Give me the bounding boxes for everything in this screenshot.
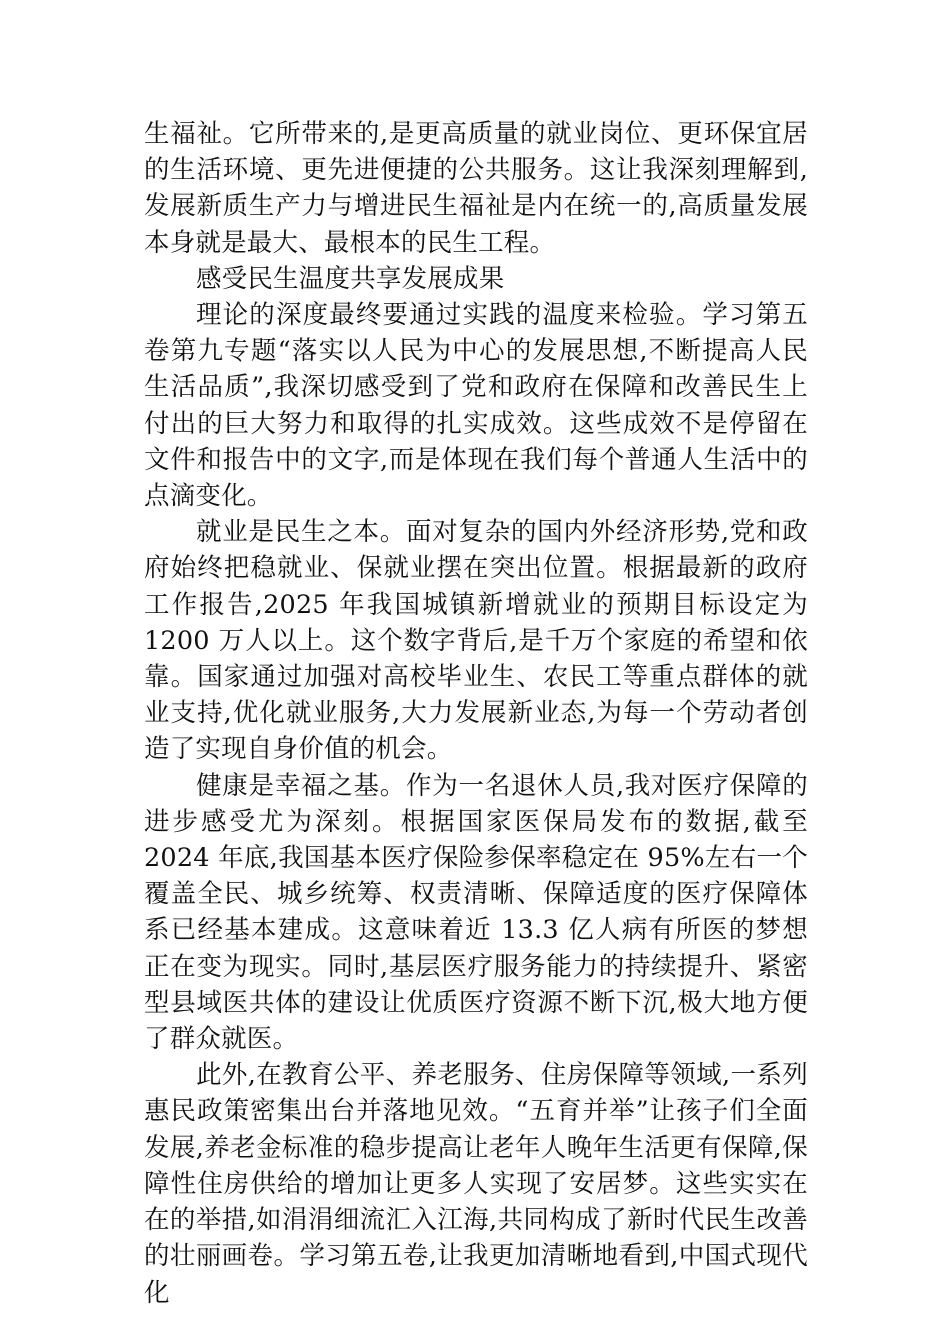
section-heading: 感受民生温度共享发展成果 [196, 263, 505, 294]
paragraph-employment: 就业是民生之本。面对复杂的国内外经济形势,党和政府始终把稳就业、保就业摆在突出位置。根据最新的政府工作报告,2025 年我国城镇新增就业的预期目标设定为 1200 万人以上。这个数字背后,是千万个家庭的希望和依靠。国家通过加强对高校毕业生、农民工等重点群体的就业支持,优化就业服务,大力发展新业态,为每一个劳动者创造了实现自身价值的机会。 [144, 517, 808, 765]
paragraph-health: 健康是幸福之基。作为一名退休人员,我对医疗保障的进步感受尤为深刻。根据国家医保局发布的数据,截至 2024 年底,我国基本医疗保险参保率稳定在 95%左右一个覆盖全民、城乡统筹、权责清晰、保障适度的医疗保障体系已经基本建成。这意味着近 13.3 亿人病有所医的梦想正在变为现实。同时,基层医疗服务能力的持续提升、紧密型县域医共体的建设让优质医疗资源不断下沉,极大地方便了群众就医。 [144, 770, 808, 1055]
paragraph-livelihood-policies: 此外,在教育公平、养老服务、住房保障等领域,一系列惠民政策密集出台并落地见效。“五育并举”让孩子们全面发展,养老金标准的稳步提高让老年人晚年生活更有保障,保障性住房供给的增加让更多人实现了安居梦。这些实实在在的举措,如涓涓细流汇入江海,共同构成了新时代民生改善的壮丽画卷。学习第五卷,让我更加清晰地看到,中国式现代化 [144, 1060, 808, 1308]
paragraph-theory-practice: 理论的深度最终要通过实践的温度来检验。学习第五卷第九专题“落实以人民为中心的发展思想,不断提高人民生活品质”,我深切感受到了党和政府在保障和改善民生上付出的巨大努力和取得的扎实成效。这些成效不是停留在文件和报告中的文字,而是体现在我们每个普通人生活中的点滴变化。 [144, 300, 808, 512]
document-body [144, 116, 808, 1311]
paragraph-continuation: 生福祉。它所带来的,是更高质量的就业岗位、更环保宜居的生活环境、更先进便捷的公共服务。这让我深刻理解到,发展新质生产力与增进民生福祉是内在统一的,高质量发展本身就是最大、最根本的民生工程。 [144, 119, 808, 258]
